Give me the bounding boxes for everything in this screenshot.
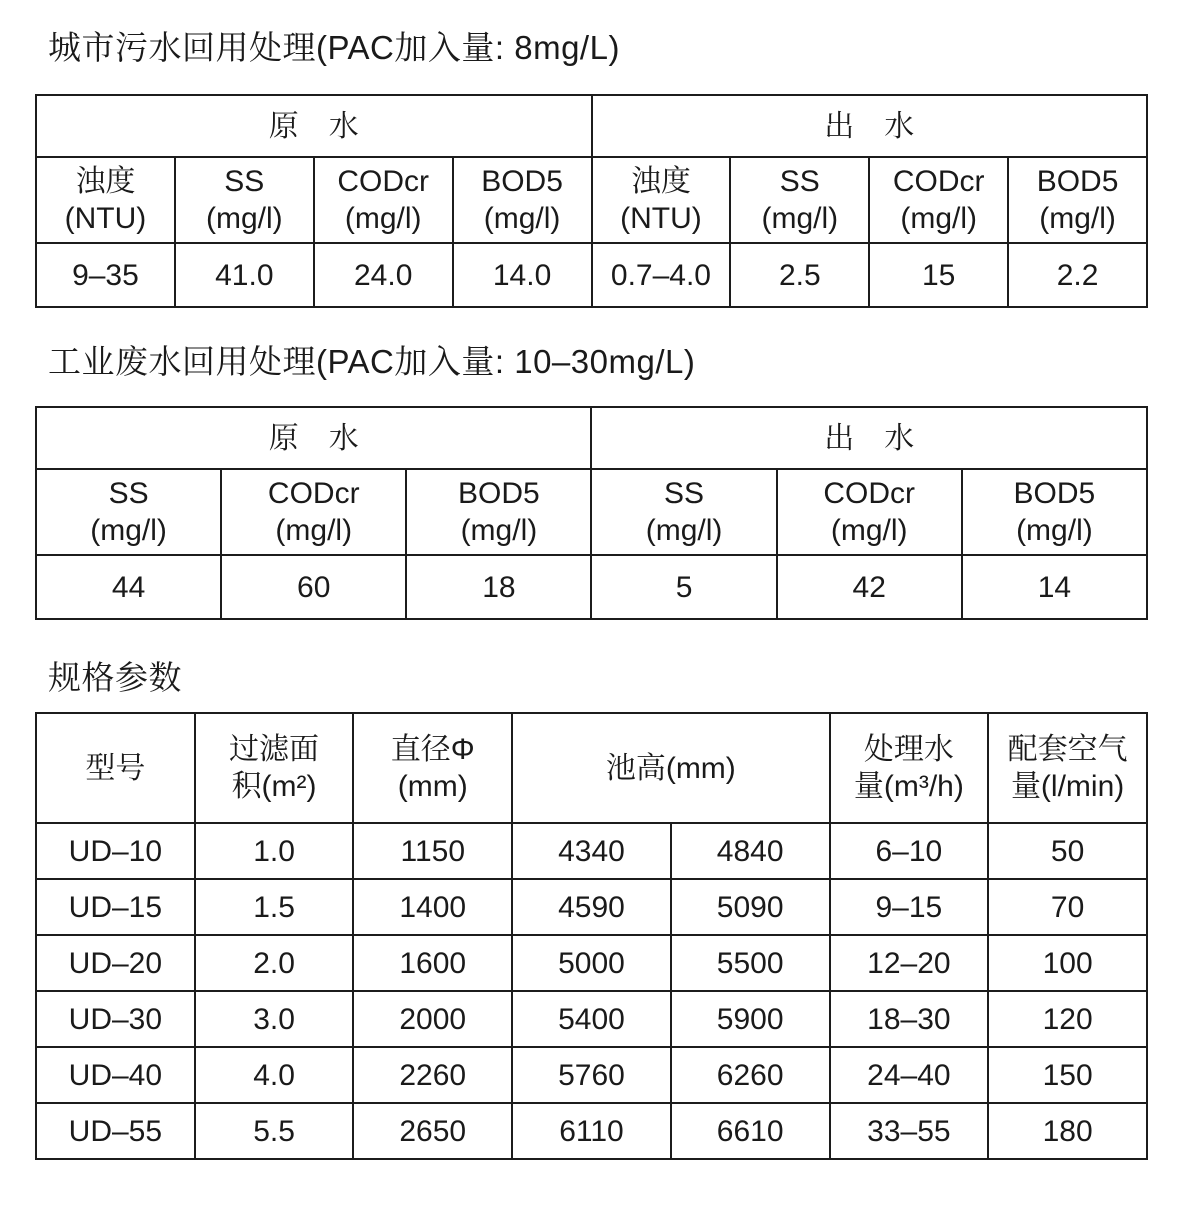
model-cell: UD–55 [36,1103,195,1159]
header-ss-raw [36,469,221,555]
header-line: CODcr [823,477,916,510]
data-cell: 0.7–4.0 [592,243,731,307]
data-row [36,243,1147,307]
data-cell: 5090 [671,879,830,935]
data-cell: 4.0 [195,1047,354,1103]
table-row-ud55 [36,1103,1147,1159]
section1-title: 城市污水回用处理(PAC加入量: 8mg/L) [48,29,620,66]
header-air-volume [988,713,1147,823]
specifications-table [35,712,1148,1160]
data-cell: 5500 [671,935,830,991]
model-cell: UD–15 [36,879,195,935]
header-line: BOD5 [1013,477,1096,510]
data-cell: 180 [988,1103,1147,1159]
header-unit: (mg/l) [205,202,283,235]
column-header-row [36,157,1147,243]
table-row-ud20 [36,935,1147,991]
data-cell: 24.0 [314,243,453,307]
data-cell: 1400 [353,879,512,935]
data-cell: 44 [36,555,221,619]
model-cell: UD–40 [36,1047,195,1103]
section3-title: 规格参数 [48,659,182,696]
header-line: 处理水 [863,733,954,766]
header-diameter [353,713,512,823]
header-line: BOD5 [481,165,563,198]
header-line: CODcr [337,165,430,198]
header-tank-height [512,713,829,823]
header-line: 浊度 [630,165,691,198]
header-line: BOD5 [1036,165,1119,198]
data-cell: 100 [988,935,1147,991]
data-cell: 5900 [671,991,830,1047]
column-header-row [36,713,1147,823]
data-cell: 2000 [353,991,512,1047]
data-cell: 2260 [353,1047,512,1103]
header-turbidity-out [592,157,731,243]
header-unit: (mg/l) [761,202,839,235]
header-ss-out [591,469,776,555]
header-line: SS [664,477,705,510]
data-cell: 4590 [512,879,671,935]
header-model [36,713,195,823]
data-cell: 24–40 [830,1047,989,1103]
header-line: 过滤面 [229,733,320,766]
data-cell: 2650 [353,1103,512,1159]
header-filter-area [195,713,354,823]
data-cell: 4840 [671,823,830,879]
header-codcr-out [777,469,962,555]
header-unit: (mm) [397,770,468,803]
model-cell: UD–20 [36,935,195,991]
model-cell: UD–10 [36,823,195,879]
data-cell: 5000 [512,935,671,991]
group-header-raw-water: 原 水 [36,407,591,469]
header-line: 型号 [85,751,146,785]
data-cell: 6260 [671,1047,830,1103]
header-codcr-raw [314,157,453,243]
data-cell: 41.0 [175,243,314,307]
column-header-row [36,469,1147,555]
table-row-ud40 [36,1047,1147,1103]
data-row [36,555,1147,619]
header-line: SS [108,477,149,510]
header-line: 直径Φ [390,733,475,766]
header-unit: (NTU) [620,202,702,235]
document-page [0,26,1200,1216]
industrial-wastewater-table [35,406,1148,620]
header-bod5-raw [453,157,592,243]
header-unit: (mg/l) [830,514,908,547]
data-cell: 15 [869,243,1008,307]
header-bod5-raw [406,469,591,555]
data-cell: 5 [591,555,776,619]
data-cell: 42 [777,555,962,619]
data-cell: 5.5 [195,1103,354,1159]
data-cell: 6–10 [830,823,989,879]
data-cell: 2.5 [730,243,869,307]
data-cell: 9–15 [830,879,989,935]
header-unit: (mg/l) [90,514,167,547]
header-unit: (mg/l) [900,202,978,235]
data-cell: 12–20 [830,935,989,991]
data-cell: 70 [988,879,1147,935]
data-cell: 2.2 [1008,243,1147,307]
group-header-row [36,407,1147,469]
header-unit: (mg/l) [344,202,422,235]
header-line: 池高(mm) [605,751,736,785]
header-unit: (mg/l) [1016,514,1093,547]
table-row-ud30 [36,991,1147,1047]
header-turbidity-raw [36,157,175,243]
header-line: SS [779,165,820,198]
data-cell: 50 [988,823,1147,879]
header-codcr-raw [221,469,406,555]
header-line: 浊度 [75,165,136,198]
page-content [35,26,1148,1160]
data-cell: 9–35 [36,243,175,307]
header-line: CODcr [267,477,360,510]
data-cell: 5760 [512,1047,671,1103]
header-unit: (mg/l) [645,514,723,547]
data-cell: 1.5 [195,879,354,935]
data-cell: 3.0 [195,991,354,1047]
section2-title: 工业废水回用处理(PAC加入量: 10–30mg/L) [48,343,696,380]
data-cell: 1.0 [195,823,354,879]
data-cell: 1600 [353,935,512,991]
header-water-capacity [830,713,989,823]
table-row-ud10 [36,823,1147,879]
group-header-row [36,95,1147,157]
data-cell: 120 [988,991,1147,1047]
group-header-raw-water: 原 水 [36,95,592,157]
group-header-effluent: 出 水 [591,407,1147,469]
data-cell: 14.0 [453,243,592,307]
data-cell: 14 [962,555,1147,619]
header-unit: (mg/l) [275,514,353,547]
header-ss-raw [175,157,314,243]
header-unit: (mg/l) [460,514,538,547]
data-cell: 6610 [671,1103,830,1159]
header-unit: (mg/l) [483,202,561,235]
data-cell: 6110 [512,1103,671,1159]
data-cell: 4340 [512,823,671,879]
header-line: BOD5 [458,477,540,510]
data-cell: 150 [988,1047,1147,1103]
data-cell: 33–55 [830,1103,989,1159]
header-unit: (NTU) [64,202,147,235]
header-line: CODcr [892,165,985,198]
header-line: 配套空气 [1007,733,1128,766]
header-ss-out [730,157,869,243]
model-cell: UD–30 [36,991,195,1047]
header-unit: (mg/l) [1039,202,1116,235]
header-unit: 量(l/min) [1010,770,1125,803]
header-bod5-out [962,469,1147,555]
header-unit: 积(m²) [231,770,317,803]
header-unit: 量(m³/h) [853,770,964,803]
group-header-effluent: 出 水 [592,95,1148,157]
header-line: SS [224,165,265,198]
data-cell: 60 [221,555,406,619]
data-cell: 2.0 [195,935,354,991]
data-cell: 5400 [512,991,671,1047]
urban-sewage-table [35,94,1148,308]
data-cell: 18 [406,555,591,619]
data-cell: 1150 [353,823,512,879]
header-bod5-out [1008,157,1147,243]
table-row-ud15 [36,879,1147,935]
data-cell: 18–30 [830,991,989,1047]
header-codcr-out [869,157,1008,243]
